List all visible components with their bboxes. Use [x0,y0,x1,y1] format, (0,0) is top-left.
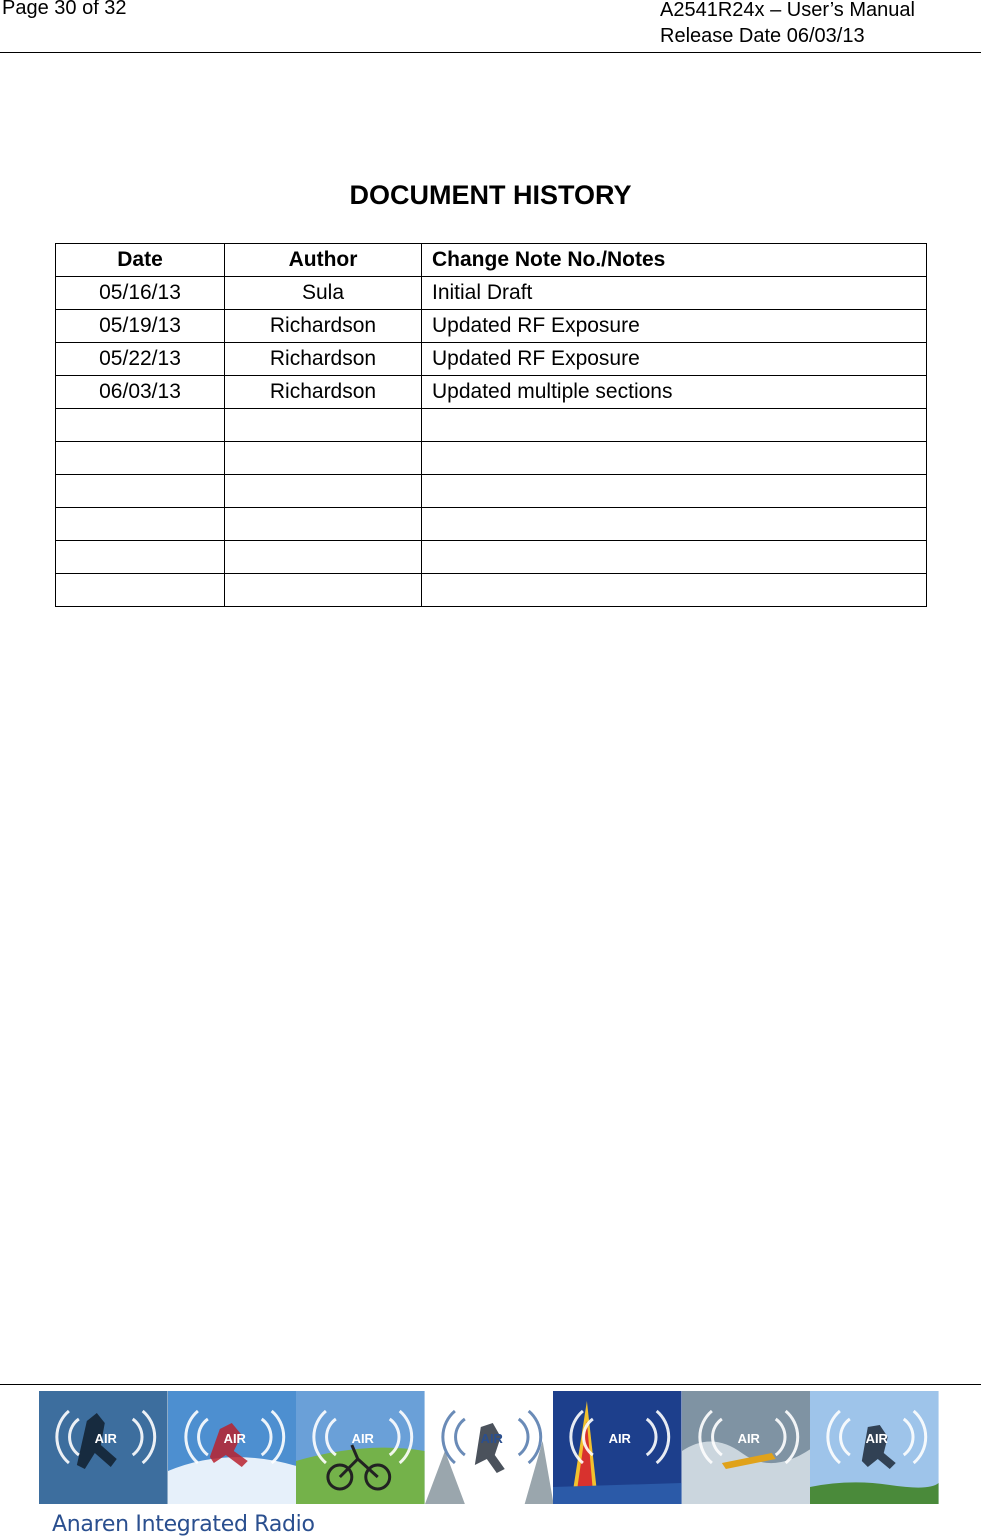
cell-author [225,409,422,442]
air-badge-text: AIR [351,1430,375,1447]
header-author: Author [225,244,422,277]
table-row [56,310,927,343]
cell-date [56,574,225,607]
air-badge-text: AIR [866,1430,889,1447]
table-row [56,343,927,376]
page-header [0,0,981,53]
page-title: DOCUMENT HISTORY [349,180,632,210]
table-row-empty [56,409,927,442]
banner-panel-snowboarder [425,1391,554,1504]
air-badge-text: AIR [223,1430,246,1447]
banner-panel-cyclist [296,1391,425,1504]
cell-notes [422,508,927,541]
cell-author [225,508,422,541]
cell-date: 05/16/13 [56,277,225,310]
table-row-empty [56,574,927,607]
cell-date: 05/22/13 [56,343,225,376]
air-badge-text: AIR [480,1430,503,1447]
cell-date [56,508,225,541]
air-badge-text: AIR [94,1430,117,1447]
cell-date [56,442,225,475]
cell-notes [422,409,927,442]
cell-notes [422,574,927,607]
cell-notes: Initial Draft [422,277,927,310]
table-row [56,376,927,409]
document-history-table [55,243,927,607]
cell-notes: Updated RF Exposure [422,343,927,376]
cell-notes [422,442,927,475]
cell-notes: Updated multiple sections [422,376,927,409]
page-footer [0,1384,981,1540]
cell-author: Richardson [225,343,422,376]
table-row-empty [56,475,927,508]
air-badge-text: AIR [737,1430,760,1447]
table-row-empty [56,442,927,475]
cell-author [225,475,422,508]
table-header-row [56,244,927,277]
banner-panel-windsurfer [553,1391,682,1504]
cell-notes [422,541,927,574]
table-row [56,277,927,310]
cell-author [225,442,422,475]
air-badge-text: AIR [608,1430,632,1447]
cell-author: Sula [225,277,422,310]
document-meta [660,0,915,49]
header-date: Date [56,244,225,277]
cell-notes [422,475,927,508]
air-photo-banner [39,1391,939,1504]
cell-date: 05/19/13 [56,310,225,343]
cell-date: 06/03/13 [56,376,225,409]
cell-date [56,541,225,574]
banner-panel-skier [168,1391,297,1504]
cell-notes: Updated RF Exposure [422,310,927,343]
cell-date [56,475,225,508]
release-date: Release Date 06/03/13 [660,25,865,47]
cell-author [225,574,422,607]
cell-author: Richardson [225,310,422,343]
header-notes: Change Note No./Notes [422,244,927,277]
banner-panel-skateboarder [810,1391,939,1504]
banner-panel-kayaker [682,1391,811,1504]
document-title: A2541R24x – User’s Manual [660,0,915,21]
banner-panel-skater [39,1391,168,1504]
anaren-brand-text: Anaren Integrated Radio [52,1512,315,1537]
cell-author [225,541,422,574]
page-number: Page 30 of 32 [2,0,127,19]
cell-date [56,409,225,442]
table-row-empty [56,508,927,541]
cell-author: Richardson [225,376,422,409]
table-row-empty [56,541,927,574]
